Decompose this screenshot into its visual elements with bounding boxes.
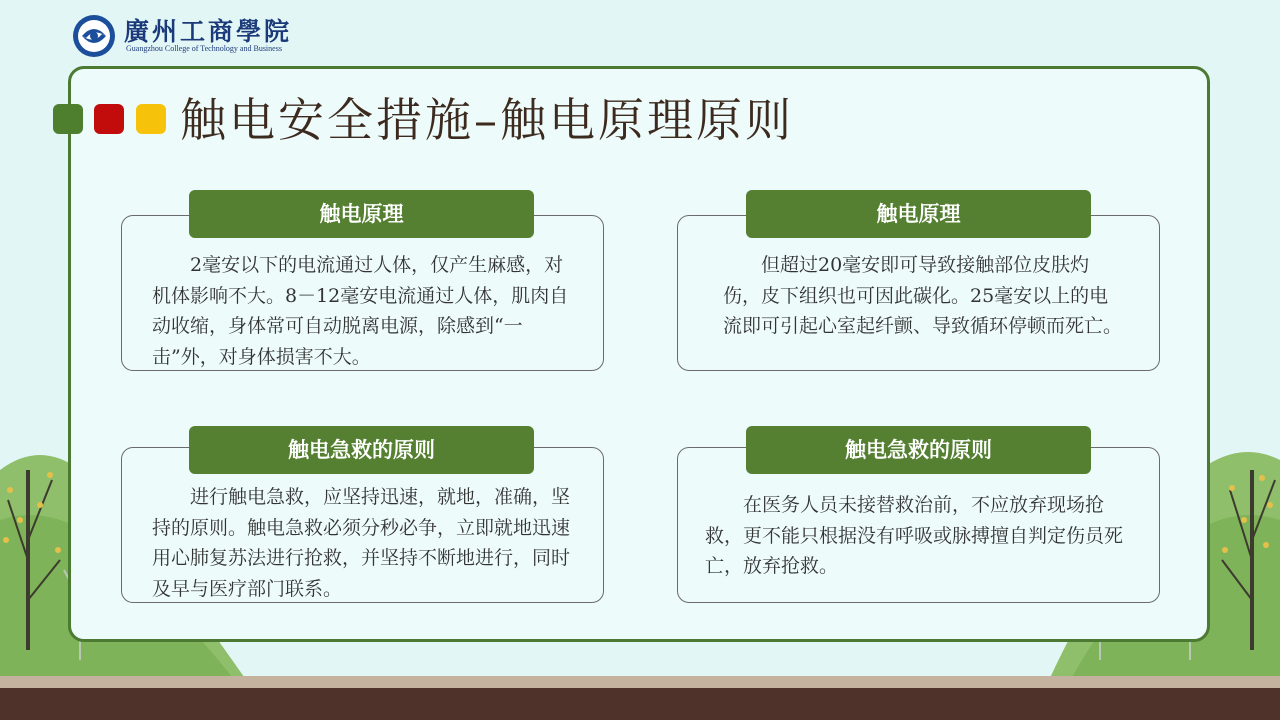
card-text: 2毫安以下的电流通过人体，仅产生麻感，对机体影响不大。8－12毫安电流通过人体，肌肉自动收缩，身体常可自动脱离电源，除感到“一击”外，对身体损害不大。 xyxy=(152,254,569,368)
college-logo xyxy=(72,10,332,58)
card-text: 但超过20毫安即可导致接触部位皮肤灼伤，皮下组织也可因此碳化。25毫安以上的电流即可引起心室起纤颤、导致循环停顿而死亡。 xyxy=(723,254,1123,337)
card-text: 在医务人员未接替救治前，不应放弃现场抢救，更不能只根据没有呼吸或脉搏擅自判定伤员死亡，放弃抢救。 xyxy=(705,494,1124,577)
college-name-cn: 廣州工商學院 xyxy=(124,17,293,46)
college-seal-icon xyxy=(72,14,116,58)
title-square-green xyxy=(53,104,83,134)
card-heading: 触电原理 xyxy=(189,190,534,238)
title-square-yellow xyxy=(136,104,166,134)
college-name-en: Guangzhou College of Technology and Business xyxy=(126,44,282,53)
ground-strip xyxy=(0,676,1280,688)
card-heading: 触电急救的原则 xyxy=(746,426,1091,474)
card-heading: 触电原理 xyxy=(746,190,1091,238)
card-heading: 触电急救的原则 xyxy=(189,426,534,474)
ground-soil xyxy=(0,688,1280,720)
card-text: 进行触电急救，应坚持迅速，就地，准确，坚持的原则。触电急救必须分秒必争，立即就地迅速用心肺复苏法进行抢救，并坚持不断地进行，同时及早与医疗部门联系。 xyxy=(152,486,571,600)
title-square-red xyxy=(94,104,124,134)
slide-title: 触电安全措施–触电原理原则 xyxy=(180,93,794,147)
